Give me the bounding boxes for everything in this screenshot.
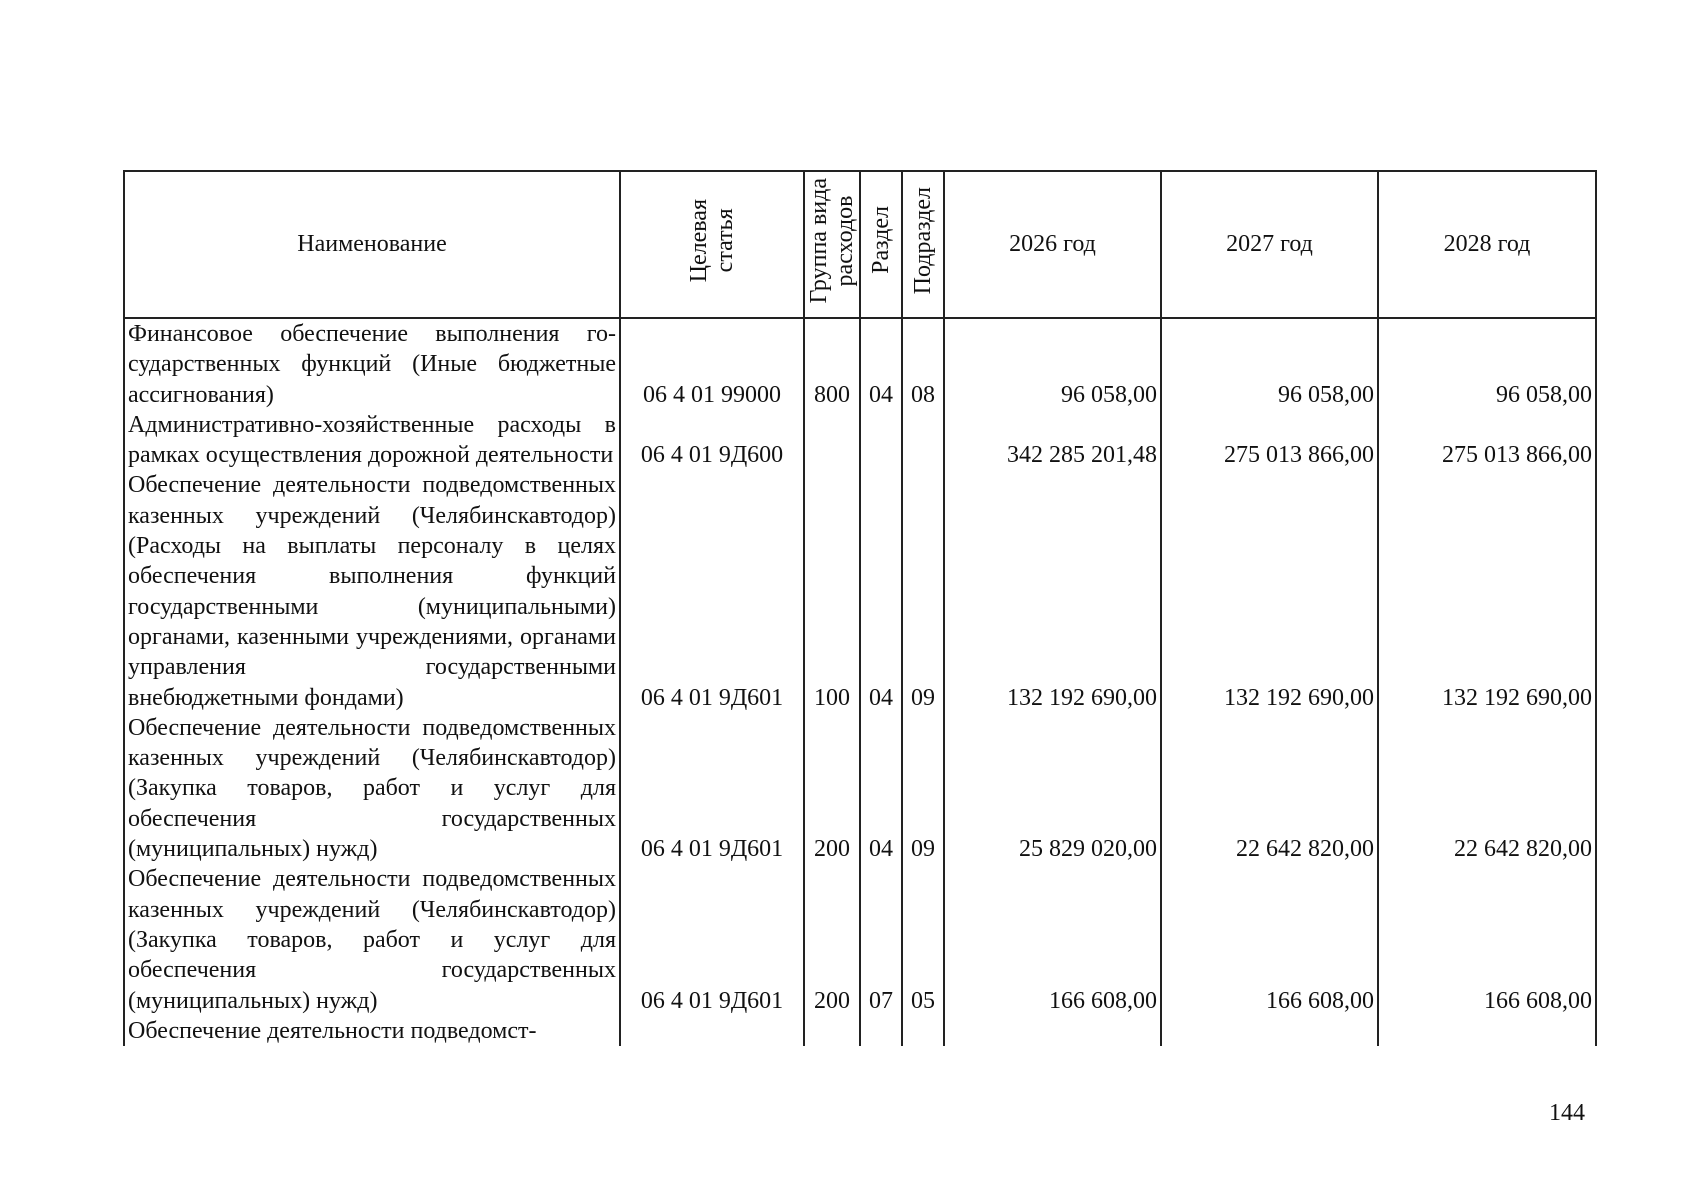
row-section: 07 [860,864,902,1015]
row-subsection: 09 [902,470,944,712]
row-amount-2026: 132 192 690,00 [944,470,1161,712]
row-amount-2027 [1161,1016,1378,1046]
row-section: 04 [860,713,902,864]
header-subsection: Подраздел [902,171,944,318]
row-amount-2026: 166 608,00 [944,864,1161,1015]
header-year-2027: 2027 год [1161,171,1378,318]
row-amount-2027: 22 642 820,00 [1161,713,1378,864]
row-amount-2026: 96 058,00 [944,318,1161,410]
budget-table [123,170,1597,1046]
table-row [124,318,1596,410]
row-section [860,410,902,471]
row-subsection: 09 [902,713,944,864]
row-amount-2027: 96 058,00 [1161,318,1378,410]
row-subsection [902,410,944,471]
row-amount-2028 [1378,1016,1596,1046]
row-amount-2028: 96 058,00 [1378,318,1596,410]
row-target-item: 06 4 01 9Д601 [620,864,804,1015]
row-section [860,1016,902,1046]
table-row [124,410,1596,471]
row-target-item: 06 4 01 9Д601 [620,713,804,864]
header-target-item: Целевая статья [620,171,804,318]
row-expense-group: 100 [804,470,860,712]
row-name: Обеспечение деятельности подведомственных казенных учреждений (Челябинскавтодор) (Закупка товаров, работ и услуг для обеспечения государственных (муниципальных) нужд) [124,864,620,1015]
table-row [124,1016,1596,1046]
row-expense-group: 800 [804,318,860,410]
row-name: Обеспечение деятельности подведомственных казенных учреждений (Челябинскавтодор) (Закупка товаров, работ и услуг для обеспечения государственных (муниципальных) нужд) [124,713,620,864]
row-section: 04 [860,470,902,712]
row-name: Финансовое обеспечение выполнения государственных функций (Иные бюджетные ассигнования) [124,318,620,410]
row-expense-group: 200 [804,864,860,1015]
row-name: Обеспечение деятельности подведомственных казенных учреждений (Челябинскавтодор) (Расходы на выплаты персоналу в целях обеспечения выполнения функций государственными (муниципальными) органами, казенными учреждениями, органами управления государственными внебюджетными фондами) [124,470,620,712]
row-subsection: 05 [902,864,944,1015]
table-row [124,864,1596,1015]
header-year-2028: 2028 год [1378,171,1596,318]
row-amount-2028: 275 013 866,00 [1378,410,1596,471]
row-name: Обеспечение деятельности подведомст- [124,1016,620,1046]
row-section: 04 [860,318,902,410]
row-name: Административно-хозяйственные расходы в рамках осуществления дорожной деятельности [124,410,620,471]
table-header-row [124,171,1596,318]
row-amount-2027: 132 192 690,00 [1161,470,1378,712]
row-amount-2028: 22 642 820,00 [1378,713,1596,864]
row-target-item [620,1016,804,1046]
row-subsection: 08 [902,318,944,410]
page-number: 144 [1549,1100,1585,1126]
row-amount-2027: 275 013 866,00 [1161,410,1378,471]
row-subsection [902,1016,944,1046]
header-expense-group: Группа вида расходов [804,171,860,318]
table-row [124,713,1596,864]
row-expense-group: 200 [804,713,860,864]
row-amount-2028: 132 192 690,00 [1378,470,1596,712]
table-row [124,470,1596,712]
row-amount-2026: 342 285 201,48 [944,410,1161,471]
row-amount-2028: 166 608,00 [1378,864,1596,1015]
row-amount-2026 [944,1016,1161,1046]
row-amount-2026: 25 829 020,00 [944,713,1161,864]
row-target-item: 06 4 01 9Д600 [620,410,804,471]
header-year-2026: 2026 год [944,171,1161,318]
row-amount-2027: 166 608,00 [1161,864,1378,1015]
row-expense-group [804,1016,860,1046]
row-target-item: 06 4 01 99000 [620,318,804,410]
row-target-item: 06 4 01 9Д601 [620,470,804,712]
header-section: Раздел [860,171,902,318]
row-expense-group [804,410,860,471]
header-name: Наименование [124,171,620,318]
